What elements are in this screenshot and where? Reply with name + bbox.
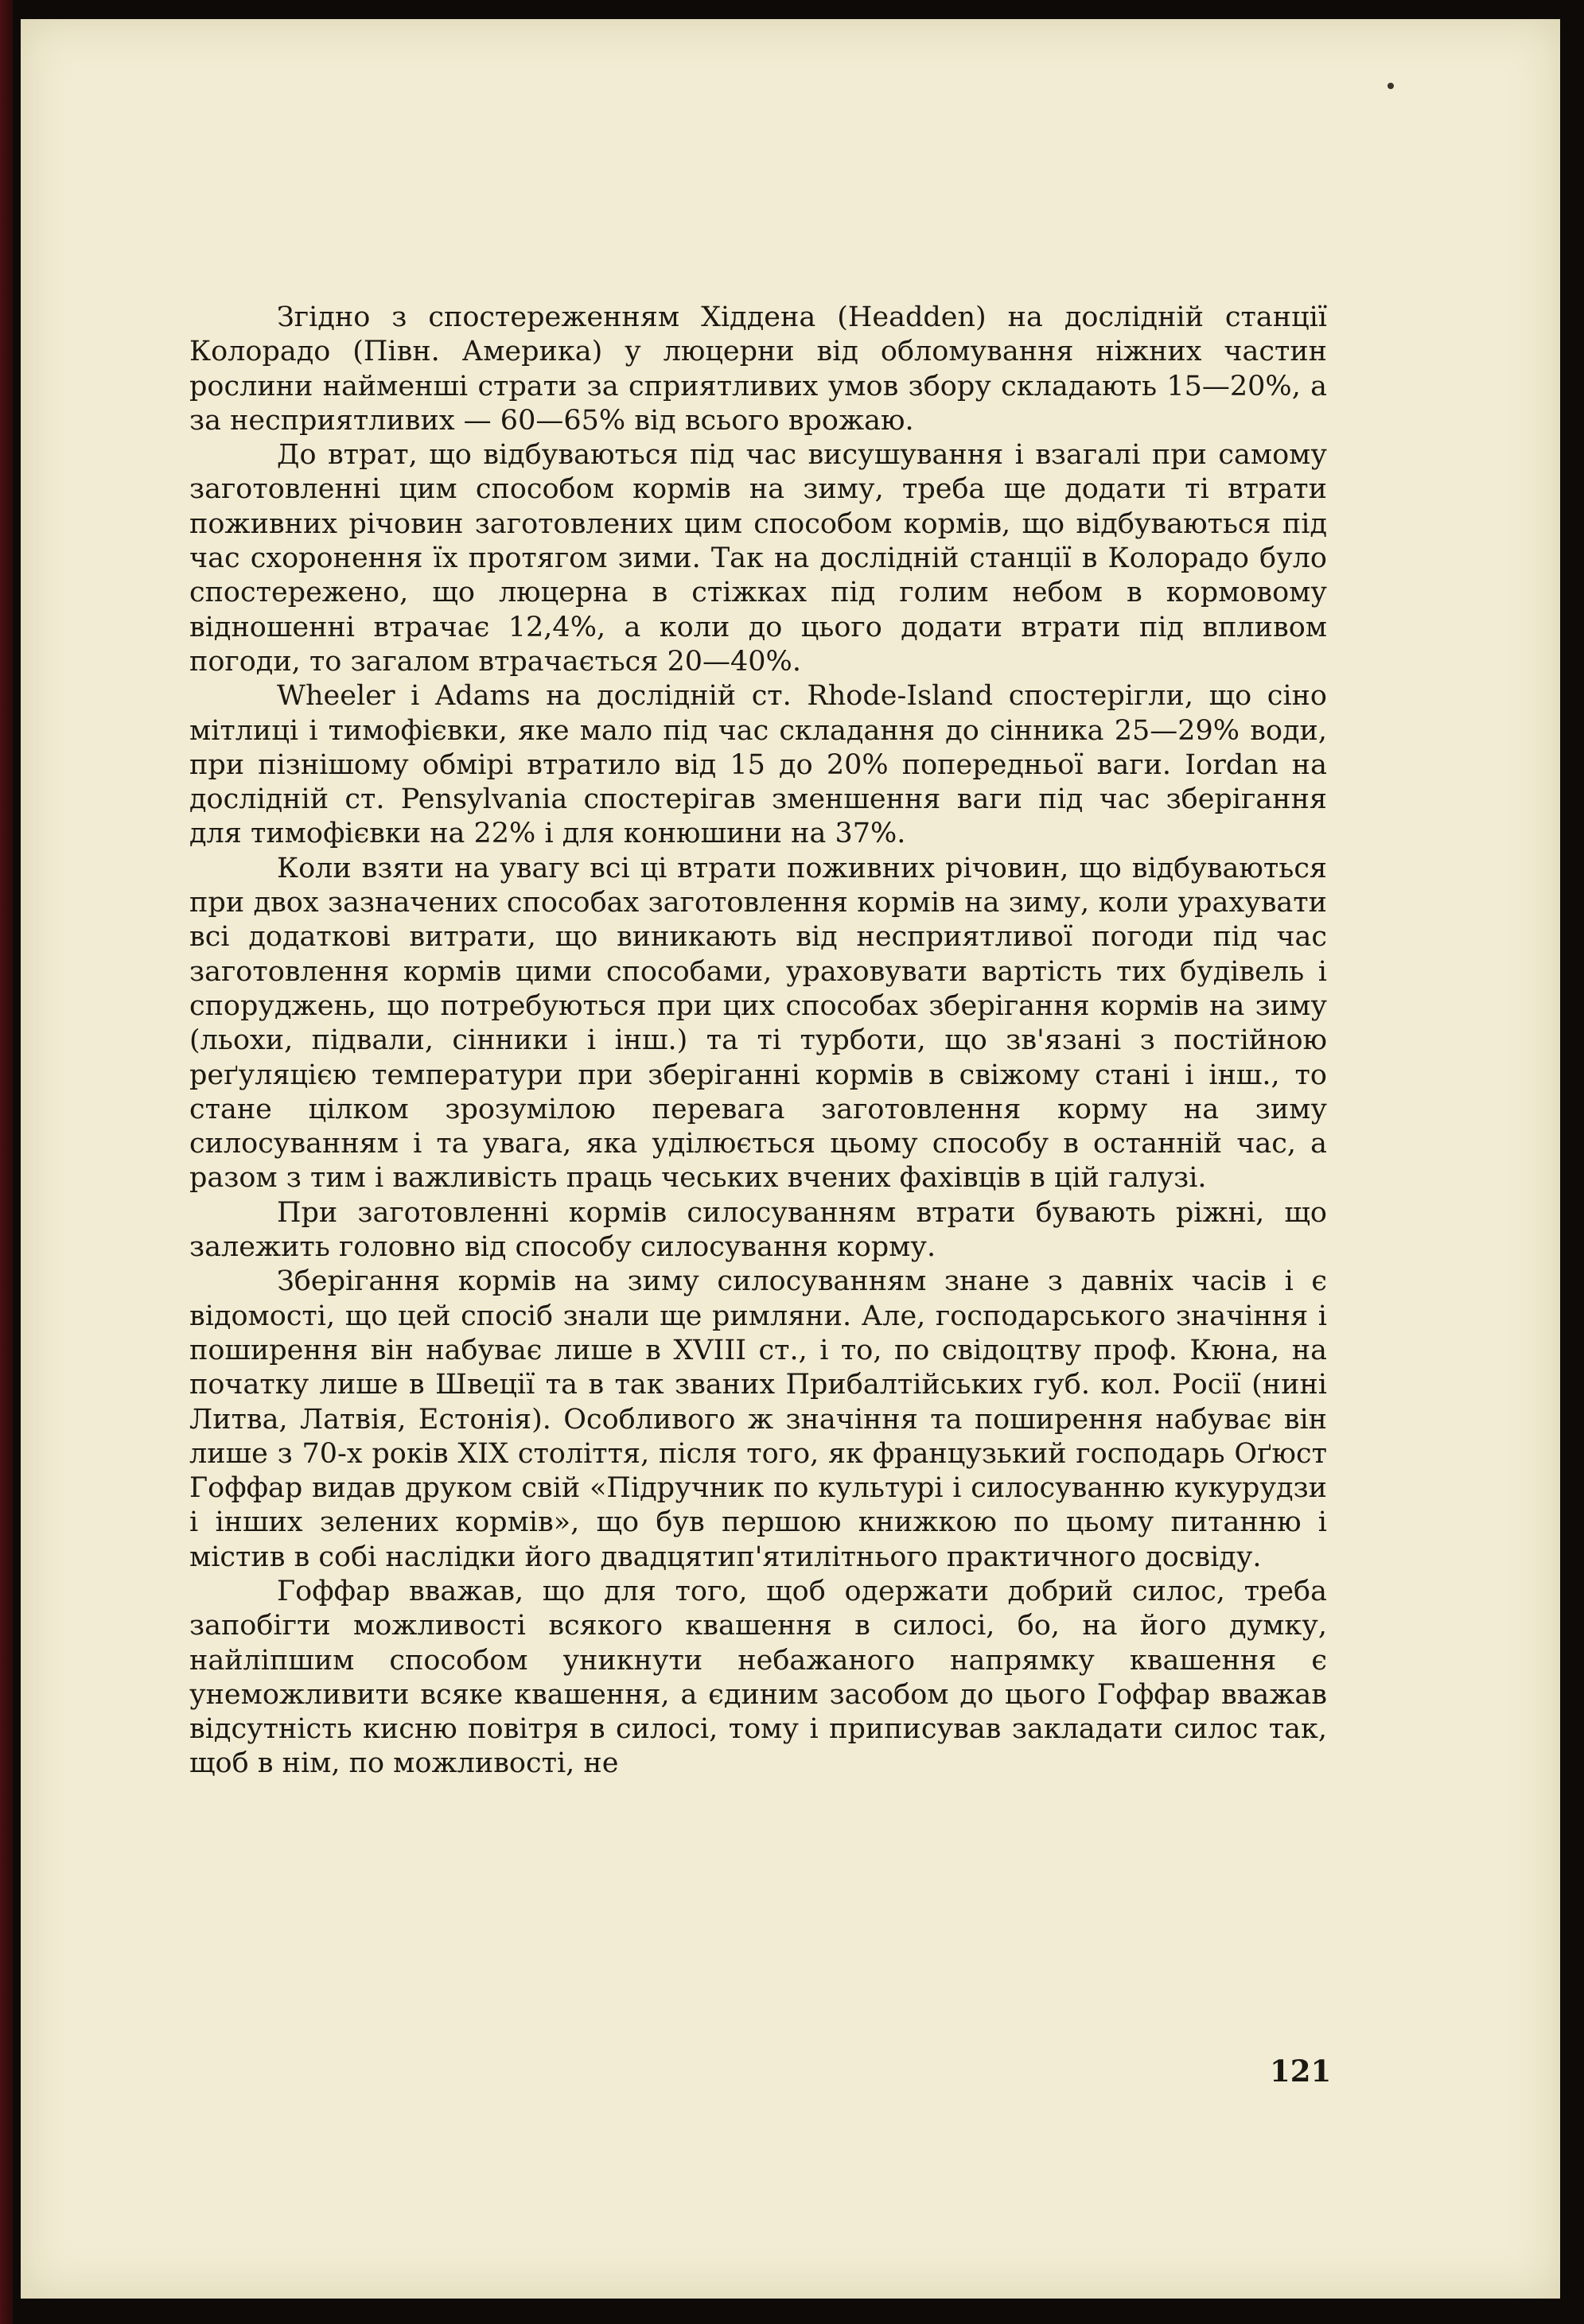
paragraph-5: При заготовленні кормів силосуванням втрати бувають ріжні, що залежить головно від способу силосування корму. [189,1196,1327,1264]
book-spine-edge [0,0,13,2324]
paragraph-2: До втрат, що відбуваються під час висушування і взагалі при самому заготовленні цим способом кормів на зиму, треба ще додати ті втрати поживних річовин заготовлених цим способом кормів, що відбуваються під час схоронення їх протягом зими. Так на дослідній станції в Колорадо було спостережено, що люцерна в стіжках під голим небом в кормовому відношенні втрачає 12,4%, а коли до цього додати втрати під впливом погоди, то загалом втрачається 20—40%. [189,439,1327,678]
page-number: 121 [1270,2054,1332,2089]
paragraph-1: Згідно з спостереженням Хіддена (Headden) на дослідній станції Колорадо (Півн. Америка) у люцерни від обломування ніжних частин рослини найменші страти за сприятливих умов збору складають 15—20%, а за несприятливих — 60—65% від всього врожаю. [189,301,1327,437]
paragraph-7: Гоффар вважав, що для того, щоб одержати добрий силос, треба запобігти можливості всякого квашення в силосі, бо, на його думку, найліпшим способом уникнути небажаного напрямку квашення є унеможливити всяке квашення, а єдиним засобом до цього Гоффар вважав відсутність кисню повітря в силосі, тому і приписував закладати силос так, щоб в нім, по можливості, не [189,1575,1327,1780]
paragraph-3: Wheeler і Adams на дослідній ст. Rhode-Island спостерігли, що сіно мітлиці і тимофієвки, яке мало під час складання до сінника 25—29% води, при пізнішому обмірі втратило від 15 до 20% попередньої ваги. Iordan на дослідній ст. Pensylvania спостерігав зменшення ваги під час зберігання для тимофієвки на 22% і для конюшини на 37%. [189,680,1327,850]
page-body-text [189,301,1327,1782]
paragraph-6: Зберігання кормів на зиму силосуванням знане з давніх часів і є відомості, що цей спосіб знали ще римляни. Але, господарського значіння і поширення він набуває лише в XVIII ст., і то, по свідоцтву проф. Кюна, на початку лише в Швеції та в так званих Прибалтійських губ. кол. Росії (нині Литва, Латвія, Естонія). Особливого ж значіння та поширення набуває він лише з 70-х років XIX століття, після того, як французький господарь Оґюст Гоффар видав друком свій «Підручник по культурі і силосуванню кукурудзи і інших зелених кормів», що був першою книжкою по цьому питанню і містив в собі наслідки його двадцятип'ятилітнього практичного досвіду. [189,1265,1327,1573]
speck-mark [1387,83,1394,89]
paragraph-4: Коли взяти на увагу всі ці втрати поживних річовин, що відбуваються при двох зазначених способах заготовлення кормів на зиму, коли урахувати всі додаткові витрати, що виникають від несприятливої погоди під час заготовлення кормів цими способами, ураховувати вартість тих будівель і споруджень, що потребуються при цих способах зберігання кормів на зиму (льохи, підвали, сінники і інш.) та ті турботи, що зв'язані з постійною реґуляцією температури при зберіганні кормів в свіжому стані і інш., то стане цілком зрозумілою перевага заготовлення корму на зиму силосуванням і та увага, яка уділюється цьому способу в останній час, а разом з тим і важливість праць чеських вчених фахівців в цій галузі. [189,852,1327,1195]
